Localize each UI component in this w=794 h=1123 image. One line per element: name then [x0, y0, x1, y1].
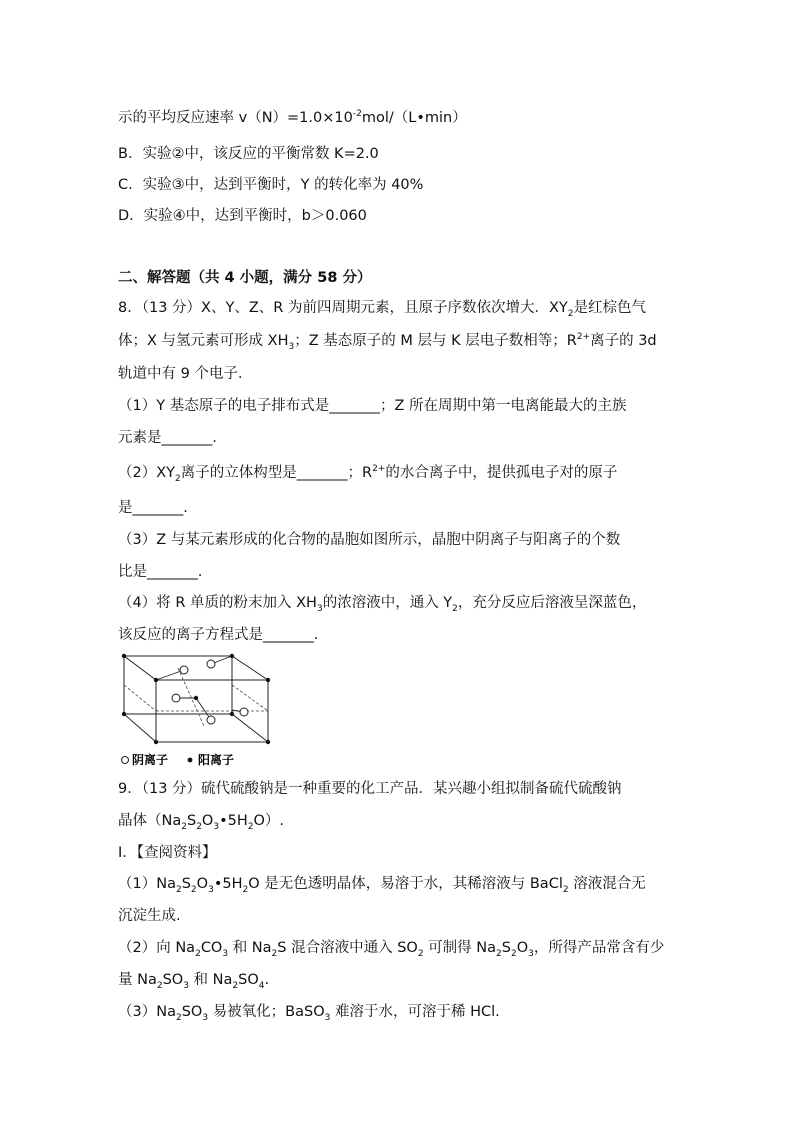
- option-c: C．实验③中，达到平衡时，Y 的转化率为 40%: [118, 177, 424, 193]
- q8-sub2: 是_______.: [118, 500, 188, 516]
- cation-legend-icon: [188, 758, 193, 763]
- anion-legend-icon: [122, 757, 129, 764]
- q8-line: 轨道中有 9 个电子．: [118, 366, 253, 382]
- q9-p2: 量 $Na_2SO_3$ 和 $Na_2SO_4$.: [118, 972, 270, 991]
- q9-p1: $(1)Na_2S_2O_3•5H_2O$ 是无色透明晶体，易溶于水，其稀溶液与 BaCl$_2$ 溶液混合无: [118, 876, 646, 895]
- q9-line: 晶体$(Na_2S_2O_3•5H_2O)$.: [118, 813, 285, 832]
- option-d: D．实验④中，达到平衡时，b＞0.060: [118, 208, 367, 224]
- q9-p3: $(3)Na_2SO_3$ 易被氧化；BaSO$_3$ 难溶于水，可溶于稀 HCl.: [118, 1004, 500, 1023]
- q8-line: 8．（13 分）X、Y、Z、R 为前四周期元素，且原子序数依次增大．$XY_2$是红棕色气: [118, 300, 646, 319]
- text-line: 示的平均反应速率 $v(N)=1.0\times 10^{-2}mol/(L•\min)$: [118, 109, 467, 126]
- q8-sub1: 元素是_______.: [118, 430, 217, 446]
- q9-p2: （2）向 $Na_2CO_3$ 和 $Na_2S$ 混合溶液中通入 $SO_2$ 可制得 $Na_2S_2O_3$，所得产品常含有少: [118, 940, 665, 959]
- q8-sub3: （3）Z 与某元素形成的化合物的晶胞如图所示，晶胞中阴离子与阳离子的个数: [118, 532, 621, 548]
- cell-back-face: [124, 656, 232, 714]
- q8-sub2: $(2)XY_2$离子的立体构型是_______；$R^{2+}$的水合离子中，提供孤电子对的原子: [118, 464, 618, 484]
- section-heading: 二、解答题（共 4 小题，满分 58 分）: [118, 270, 372, 286]
- legend-anion: 阴离子: [132, 753, 169, 767]
- q8-sub4: 该反应的离子方程式是_______.: [118, 627, 319, 643]
- q9-p1: 沉淀生成.: [118, 908, 181, 924]
- q8-sub1: （1）Y 基态原子的电子排布式是_______；Z 所在周期中第一电离能最大的主族: [118, 398, 627, 414]
- q9-line: 9．（13 分）硫代硫酸钠是一种重要的化工产品．某兴趣小组拟制备硫代硫酸钠: [118, 781, 622, 797]
- q9-subheading: Ⅰ．【查阅资料】: [118, 845, 217, 861]
- legend-cation: 阳离子: [198, 753, 235, 767]
- option-b: B．实验②中，该反应的平衡常数 K=2.0: [118, 146, 379, 162]
- q8-sub3: 比是_______.: [118, 564, 203, 580]
- q8-line: 体；X 与氢元素可形成 $XH_3$；Z 基态原子的 M 层与 K 层电子数相等；$R^{2+}$离子的 3d: [118, 332, 657, 352]
- q8-sub4: （4）将 R 单质的粉末加入 $XH_3$的浓溶液中，通入 $Y_2$，充分反应后溶液呈深蓝色，: [118, 595, 647, 614]
- crystal-cell-figure: [116, 650, 272, 768]
